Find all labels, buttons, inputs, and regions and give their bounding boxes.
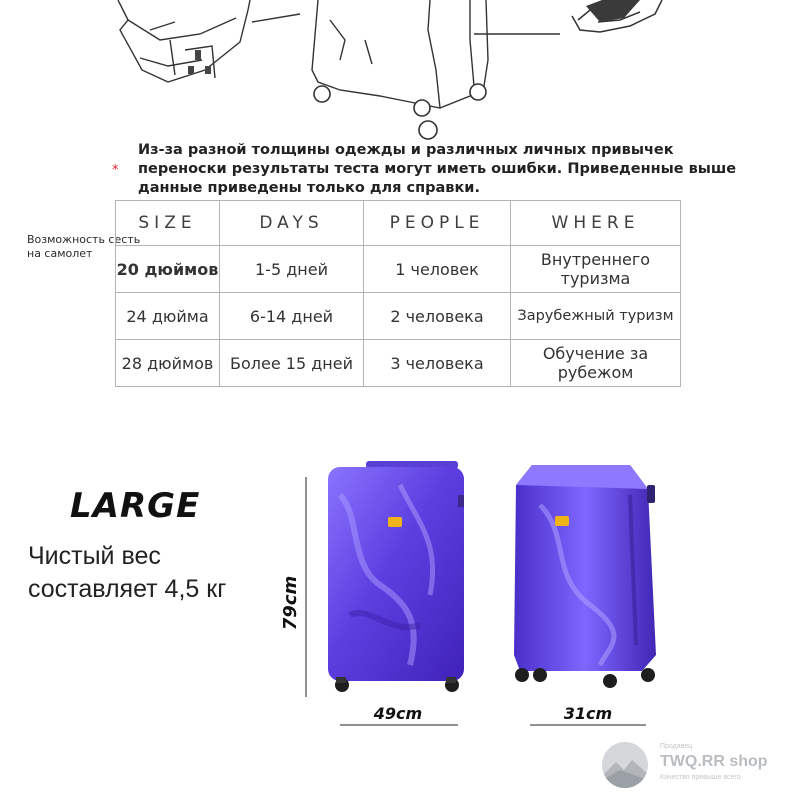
note-asterisk: * bbox=[112, 163, 119, 178]
cell-people: 1 человек bbox=[364, 246, 511, 293]
shop-watermark bbox=[602, 742, 790, 788]
height-label: 79cm bbox=[280, 575, 301, 631]
cell-where: Обучение за рубежом bbox=[511, 340, 681, 387]
shop-logo-icon bbox=[602, 742, 648, 788]
size-table bbox=[115, 200, 681, 387]
header-days: DAYS bbox=[220, 201, 364, 246]
front-suitcase-image bbox=[328, 461, 464, 692]
boarding-label: Возможность сесть на самолет bbox=[27, 233, 141, 260]
cell-people: 2 человека bbox=[364, 293, 511, 340]
table-header-row bbox=[116, 201, 681, 246]
watermark-shop-name: TWQ.RR shop bbox=[660, 753, 768, 770]
width-label: 49cm bbox=[373, 704, 423, 723]
cell-days: Более 15 дней bbox=[220, 340, 364, 387]
size-name-label: LARGE bbox=[70, 486, 201, 526]
cell-where: Внутреннего туризма bbox=[511, 246, 681, 293]
disclaimer-note: Из-за разной толщины одежды и различных личных привычек переноски результаты теста могут иметь ошибки. Приведенные выше данные приведены только для справки. bbox=[138, 142, 737, 196]
table-row bbox=[116, 340, 681, 387]
cell-size: 20 дюймов bbox=[116, 246, 220, 293]
packing-sketch-illustration bbox=[0, 0, 790, 140]
cell-days: 1-5 дней bbox=[220, 246, 364, 293]
watermark-seller-text: Продавец bbox=[660, 743, 693, 750]
cell-size: 24 дюйма bbox=[116, 293, 220, 340]
depth-label: 31cm bbox=[563, 704, 613, 723]
side-suitcase-image bbox=[514, 465, 656, 688]
cell-size: 28 дюймов bbox=[116, 340, 220, 387]
cell-where: Зарубежный туризм bbox=[511, 293, 681, 340]
table-row bbox=[116, 246, 681, 293]
header-people: PEOPLE bbox=[364, 201, 511, 246]
cell-days: 6-14 дней bbox=[220, 293, 364, 340]
net-weight-text: Чистый вес составляет 4,5 кг bbox=[28, 542, 227, 603]
suitcase-dimensions-figure bbox=[270, 455, 670, 745]
header-size: SIZE bbox=[116, 201, 220, 246]
cell-people: 3 человека bbox=[364, 340, 511, 387]
watermark-tagline: Качество превыше всего bbox=[660, 774, 741, 781]
table-row bbox=[116, 293, 681, 340]
header-where: WHERE bbox=[511, 201, 681, 246]
